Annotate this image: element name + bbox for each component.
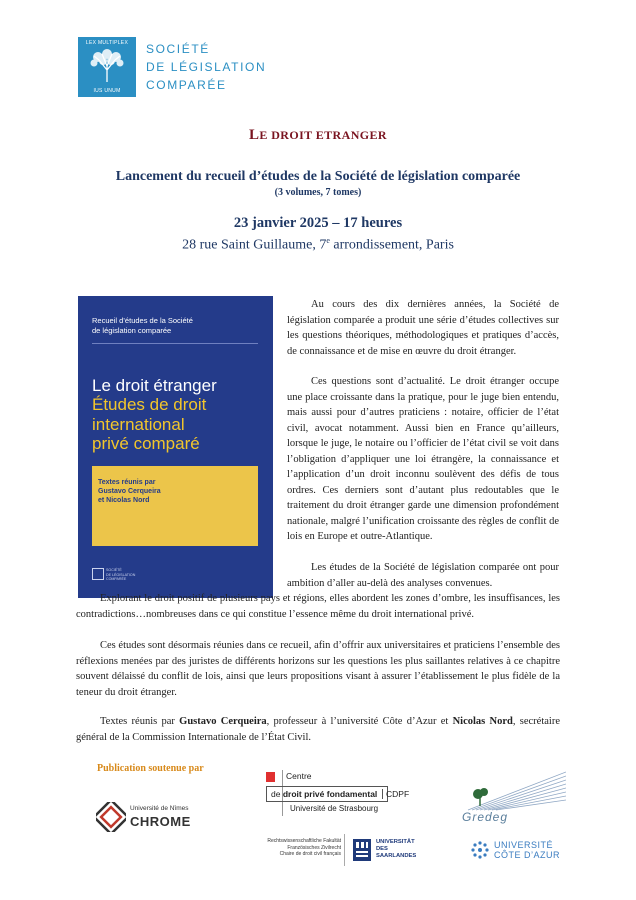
subtitle-note: (3 volumes, 7 tomes) (274, 187, 362, 198)
chrome-mark-icon (96, 802, 126, 832)
gredeg-lines-icon (448, 770, 566, 812)
freiburg-line3: Chaire de droit civil français (279, 851, 341, 857)
cdpf-line1: Centre (286, 771, 312, 781)
cote-line1: UNIVERSITÉ (494, 840, 554, 850)
cover-publisher-line1: SOCIÉTÉ (106, 568, 122, 572)
saarland-crest-icon (352, 838, 372, 862)
address-pre: 28 rue Saint Guillaume, 7 (182, 237, 327, 253)
nimes-university: Université de Nîmes (130, 805, 189, 812)
editors-credit (76, 714, 560, 745)
freiburg-line2: Französisches Zivilrecht (287, 844, 341, 851)
nimes-chrome: CHROME (130, 814, 191, 829)
org-name-line3: COMPARÉE (146, 78, 227, 92)
sponsor-divider (344, 834, 345, 866)
logo-motto-top: LEX MULTIPLEX (85, 40, 129, 46)
paragraph-2-text: Ces questions sont d’actualité. Le droit étranger occupe une place croissante dans la pratique, pour le juge bien entendu, mais aussi pour d’autres praticiens : notaire, officier de l’état civil, avocat notamment. Aussi bien en France qu’ailleurs, lorsque le juge, le notaire ou l’officier de l’état civil se voit dans l’obligation d’appliquer une loi étrangère, la connaissance et l’application d’un droit inconnu soulèvent des défis de tous ordres. Ces derniers sont d’autant plus redoutables que le traitement du droit étranger garde une dimension profondément nationale, malgré l’unification croissante des règles de conflit de lois en Europe et outre-Atlantique. (287, 376, 559, 542)
credit-post: , secrétaire général de la Commission Internationale de l’État Civil. (76, 716, 560, 743)
paragraph-3-text-b: Explorant le droit positif de plusieurs pays et régions, elles abordent les zones d’ombre, les insuffisances, les contradictions…nombreuses dans ce qui constitue l’essence même du droit international privé. (76, 593, 560, 620)
address-sup: e (326, 236, 330, 245)
page-title (0, 127, 636, 144)
credit-name-2: Nicolas Nord (452, 716, 513, 727)
cdpf-logo (262, 770, 410, 828)
cover-editors (98, 478, 248, 505)
saar-line2: DES (376, 846, 388, 852)
cote-line2: CÔTE D’AZUR (494, 850, 560, 860)
credit-name-1: Gustavo Cerqueira (179, 716, 267, 727)
cover-editors-line2: Gustavo Cerqueira (98, 488, 161, 495)
org-name-line1: SOCIÉTÉ (146, 42, 210, 56)
cover-editors-line3: et Nicolas Nord (98, 497, 150, 504)
gredeg-wordmark: Gredeg (462, 810, 509, 824)
cdpf-line2-bold: droit privé fondamental (282, 789, 378, 799)
paragraph-3-continued (76, 591, 560, 622)
cover-title: Le droit étranger (92, 376, 217, 395)
org-name (146, 40, 266, 94)
saar-line3: SAARLANDES (376, 853, 417, 859)
sponsors-heading: Publication soutenue par (97, 763, 204, 774)
freiburg-chair (243, 838, 341, 858)
cover-subtitle-line1: Études de droit (92, 395, 207, 414)
paragraph-1-text: Au cours des dix dernières années, la Société de législation comparée a produit une série d’études collectives sur les questions théoriques, méthodologiques et pratiques d’accès, de connaissance et de mise en œuvre du droit étranger. (287, 299, 559, 357)
book-cover (78, 296, 273, 598)
logo-motto-bottom: IUS UNUM (93, 88, 121, 94)
cdpf-line3: Université de Strasbourg (290, 804, 379, 813)
cover-subtitle-line3: privé comparé (92, 434, 200, 453)
cover-subtitle (92, 395, 206, 454)
cover-series-line2: de législation comparée (92, 326, 172, 335)
cover-publisher-line3: COMPARÉE (106, 577, 127, 581)
cdpf-icon (266, 772, 275, 782)
org-name-line2: DE LÉGISLATION (146, 60, 267, 74)
paragraph-2 (287, 374, 559, 545)
address-post: arrondissement, Paris (329, 237, 454, 253)
tree-icon (88, 46, 126, 84)
cdpf-abbrev: CDPF (382, 789, 409, 799)
saarland-university (376, 839, 416, 860)
gredeg-logo (448, 770, 566, 826)
cover-divider (92, 343, 258, 344)
nimes-logo (96, 802, 206, 836)
credit-mid: , professeur à l’université Côte d’Azur et (266, 716, 453, 727)
paragraph-3 (287, 560, 559, 591)
freiburg-line1: Rechtswissenschaftliche Fakultät (267, 838, 341, 844)
saar-line1: UNIVERSITÄT (376, 839, 415, 845)
event-address (0, 236, 636, 254)
cdpf-box (266, 786, 410, 802)
cote-dazur-logo (470, 838, 570, 862)
org-logo (78, 37, 136, 97)
cdpf-line2 (271, 789, 409, 799)
cover-subtitle-line2: international (92, 414, 185, 434)
event-date: 23 janvier 2025 – 17 heures (233, 215, 403, 231)
event-subtitle: Lancement du recueil d’études de la Société de législation comparée (115, 169, 521, 184)
paragraph-3-text-a: Les études de la Société de législation comparée ont pour ambition d’aller au-delà des analyses convenues. (287, 562, 559, 589)
paragraph-4-text: Ces études sont désormais réunies dans ce recueil, afin d’offrir aux universitaires et praticiens l’ensemble des réflexions menées par des juristes de différents horizons sur les questions les plus saillantes relatives à ce chapitre souvent délaissé du conflit de lois, ainsi que leurs propositions visant à assurer l’établissement le plus fidèle de la teneur du droit étranger. (76, 640, 560, 698)
title-rest: E DROIT ETRANGER (259, 128, 387, 142)
cote-dazur-icon (470, 840, 490, 860)
title-initial: L (249, 127, 260, 143)
paragraph-1 (287, 297, 559, 359)
cover-publisher-line2: DE LÉGISLATION (106, 572, 136, 577)
cover-publisher (106, 568, 135, 582)
cover-series-line1: Recueil d’études de la Société (92, 316, 193, 325)
cover-editors-line1: Textes réunis par (98, 479, 156, 486)
cover-editors-panel (92, 466, 258, 546)
cover-series (92, 316, 193, 336)
cover-publisher-icon (92, 568, 104, 580)
cdpf-line2-pre: de (271, 789, 283, 799)
credit-pre: Textes réunis par (100, 716, 180, 727)
paragraph-4 (76, 638, 560, 700)
